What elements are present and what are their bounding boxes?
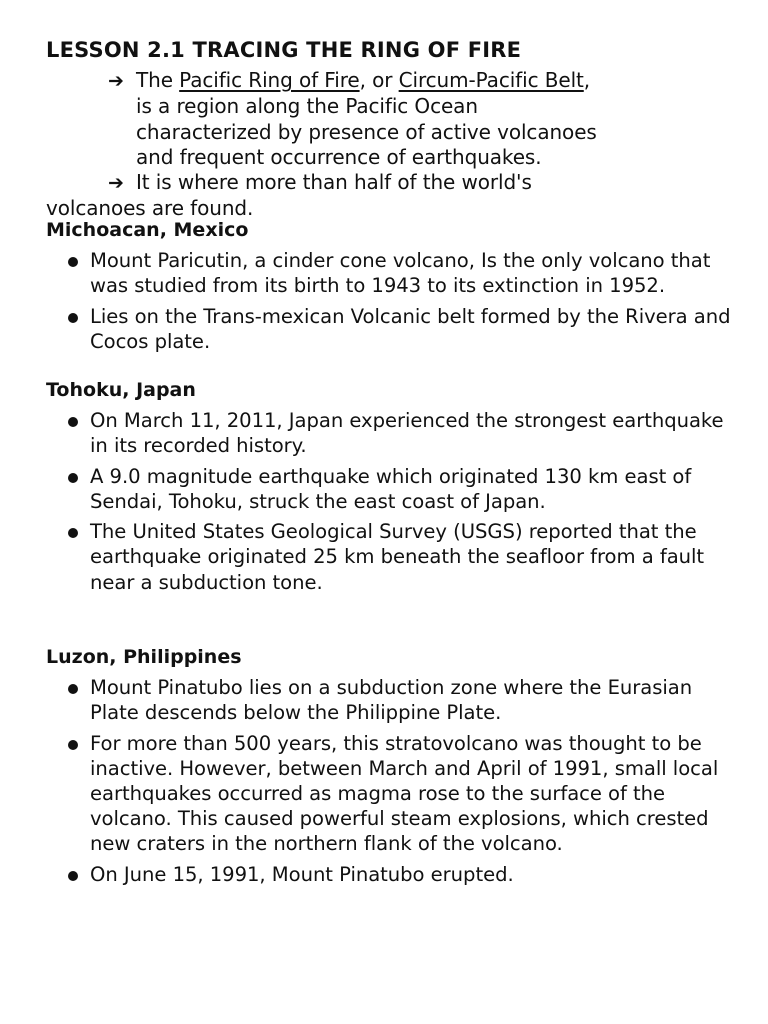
intro-block [46,68,748,222]
bullet-list-luzon [68,675,733,892]
bullet-text: On June 15, 1991, Mount Pinatubo erupted. [90,862,514,886]
intro-line: It is where more than half of the world's [136,170,532,195]
list-item [68,464,733,514]
list-item [68,862,733,887]
bullet-icon [68,257,78,267]
intro-line: and frequent occurrence of earthquakes. [136,144,542,169]
section-heading-michoacan: Michoacan, Mexico [46,219,249,241]
list-item [68,675,733,725]
bullet-list-tohoku [68,408,733,600]
intro-text: , or [359,68,399,92]
bullet-list-michoacan [68,248,733,359]
intro-point-1 [108,68,748,170]
bullet-text: Lies on the Trans-mexican Volcanic belt formed by the Rivera and Cocos plate. [90,304,731,353]
term-circum-pacific-belt: Circum-Pacific Belt [398,68,584,92]
bullet-icon [68,528,78,538]
term-pacific-ring-of-fire: Pacific Ring of Fire [179,68,360,92]
intro-text: , [583,68,591,92]
bullet-icon [68,473,78,483]
intro-point-2 [46,170,748,222]
bullet-icon [68,684,78,694]
list-item [68,304,733,354]
intro-text: The [136,68,180,92]
section-heading-luzon: Luzon, Philippines [46,646,242,668]
bullet-text: Mount Paricutin, a cinder cone volcano, Is the only volcano that was studied from its birth to 1943 to its extinction in 1952. [90,249,711,298]
bullet-icon [68,313,78,323]
bullet-icon [68,871,78,881]
bullet-icon [68,417,78,427]
lesson-title: LESSON 2.1 TRACING THE RING OF FIRE [46,38,522,62]
bullet-text: For more than 500 years, this stratovolcano was thought to be inactive. However, between March and April of 1991, small local earthquakes occurred as magma rose to the surface of the volcano. This caused powerful steam explosions, which crested new craters in the northern flank of the volcano. [90,731,719,856]
intro-line: is a region along the Pacific Ocean [136,94,478,119]
bullet-icon [68,740,78,750]
list-item [68,731,733,856]
list-item [68,519,733,594]
arrow-icon: ➔ [108,172,124,195]
bullet-text: A 9.0 magnitude earthquake which originated 130 km east of Sendai, Tohoku, struck the east coast of Japan. [90,464,692,513]
list-item [68,408,733,458]
bullet-text: On March 11, 2011, Japan experienced the strongest earthquake in its recorded history. [90,409,724,458]
arrow-icon: ➔ [108,70,124,92]
bullet-text: Mount Pinatubo lies on a subduction zone where the Eurasian Plate descends below the Philippine Plate. [90,676,693,725]
bullet-text: The United States Geological Survey (USGS) reported that the earthquake originated 25 km beneath the seafloor from a fault near a subduction tone. [90,520,705,594]
section-heading-tohoku: Tohoku, Japan [46,379,196,401]
intro-line: characterized by presence of active volcanoes [136,119,597,144]
list-item [68,248,733,298]
intro-line: volcanoes are found. [46,196,254,221]
